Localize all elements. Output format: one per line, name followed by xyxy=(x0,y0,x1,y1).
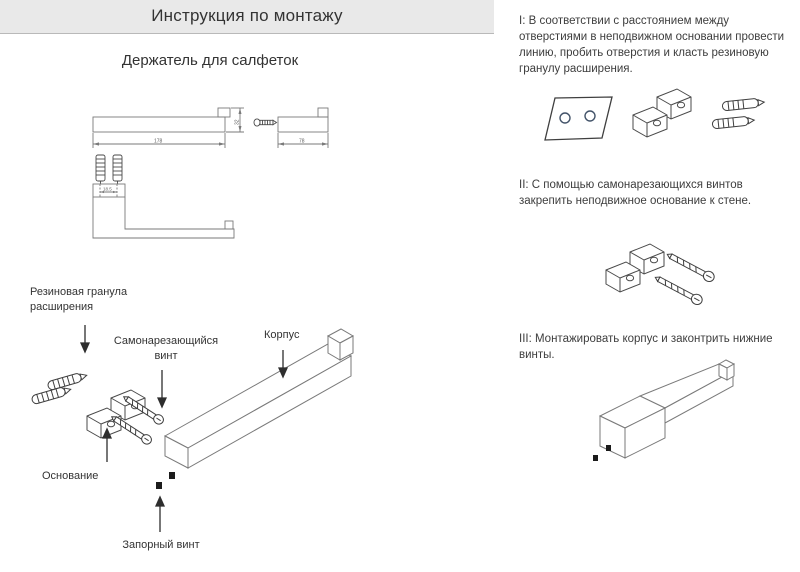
label-expansion-plug: Резиновая гранула расширения xyxy=(30,286,128,313)
label-locking-screw: Запорный винт xyxy=(122,539,200,551)
expansion-plugs-icon xyxy=(96,155,122,184)
locking-screw-icon xyxy=(156,472,175,489)
base-block-icon xyxy=(633,89,691,137)
step-1-illustration xyxy=(533,83,778,168)
dim-front-length: 178 xyxy=(154,138,163,145)
screw-head-icon xyxy=(254,119,260,126)
front-view-drawing xyxy=(88,100,258,152)
exploded-view-drawing xyxy=(25,278,445,568)
label-base: Основание xyxy=(42,470,99,482)
expansion-plug-icon xyxy=(712,98,765,129)
label-body: Корпус xyxy=(264,329,300,341)
dim-side-width: 78 xyxy=(299,138,305,145)
base-block-icon xyxy=(606,244,664,292)
step-3-illustration xyxy=(583,356,773,484)
expansion-plug-icon xyxy=(31,371,88,405)
label-self-tapping-screw: Самонарезающийся винт xyxy=(113,335,219,362)
assembled-holder-icon xyxy=(600,360,734,458)
product-subtitle: Держатель для салфеток xyxy=(121,52,299,69)
page-title: Инструкция по монтажу xyxy=(151,6,343,25)
profile-view-drawing xyxy=(86,150,241,250)
step-2-text: II: С помощью самонарезающихся винтов закрепить неподвижное основание к стене. xyxy=(519,179,752,208)
wall-plate-icon xyxy=(545,97,612,140)
side-view-drawing xyxy=(250,100,345,152)
step-2-illustration xyxy=(600,222,750,327)
drill-hole-icon xyxy=(585,111,595,121)
step-1-text: I: В соответствии с расстоянием между отверстиями в неподвижном основании провести линию, пробить отверстия и класть резиновую гранулу расширения. xyxy=(519,15,785,76)
dim-front-height: 32 xyxy=(234,119,241,125)
title-band xyxy=(0,0,494,34)
dim-hole-spacing: 18.5 xyxy=(103,186,112,192)
step-3-text: III: Монтажировать корпус и законтрить нижние винты. xyxy=(519,333,773,362)
drill-hole-icon xyxy=(560,113,570,123)
